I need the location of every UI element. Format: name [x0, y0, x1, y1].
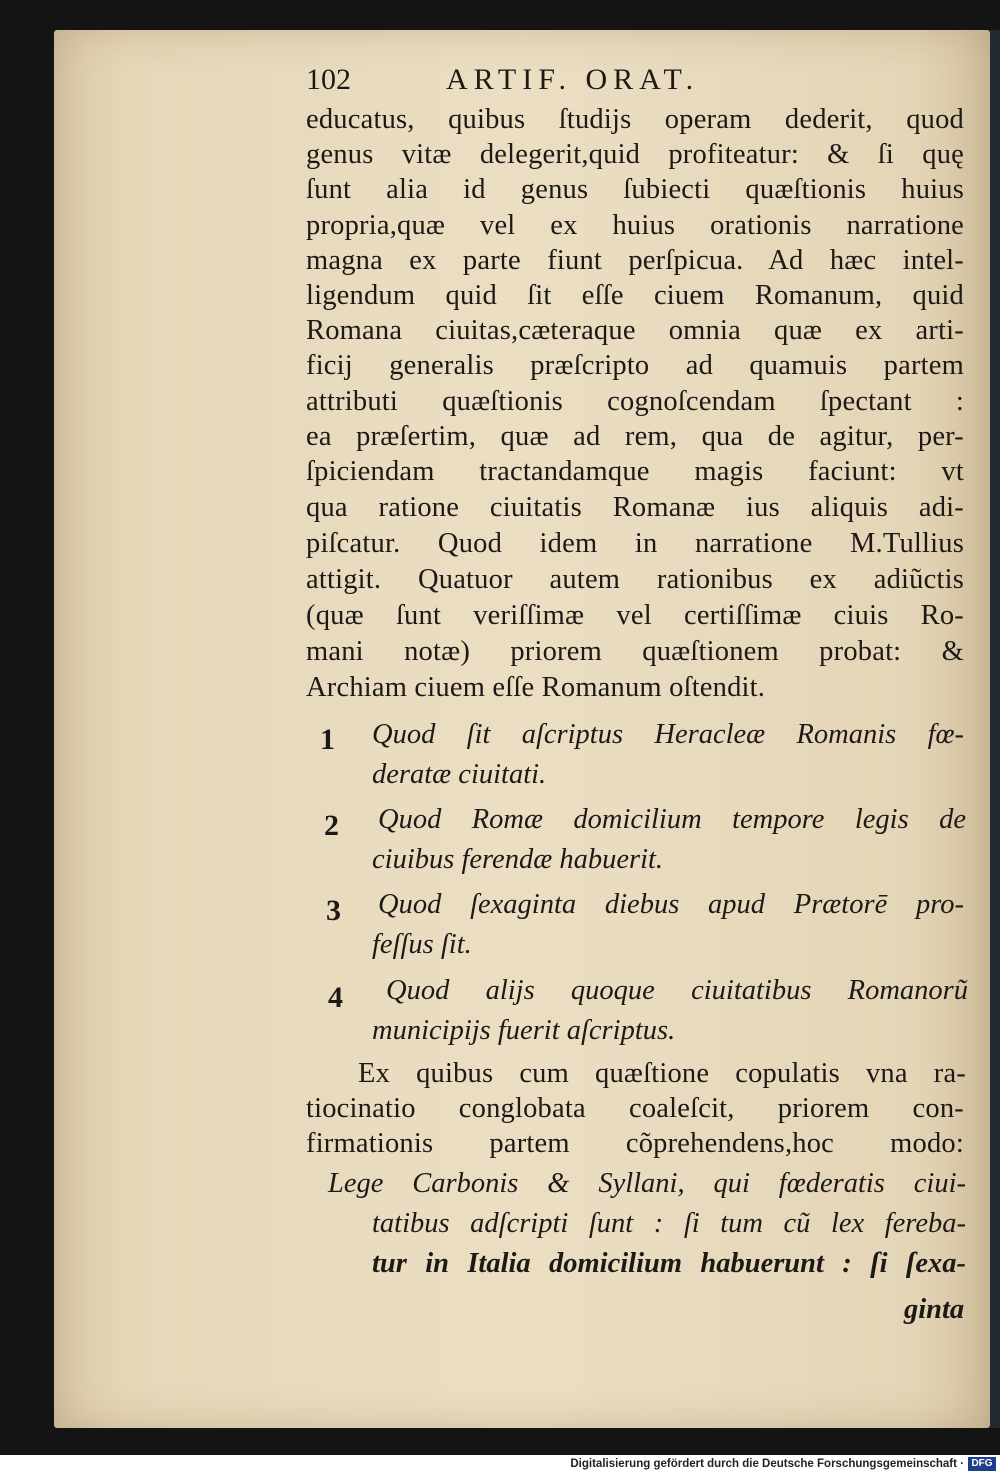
italic-line: Lege Carbonis & Syllani, qui fœderatis ciui-	[328, 1168, 966, 1199]
item-number: 2	[324, 809, 339, 842]
body-line: attributi quæſtionis cognoſcendam ſpectant :	[306, 386, 964, 417]
numbered-item-line: feſſus ſit.	[372, 929, 472, 960]
page-number: 102	[306, 63, 351, 96]
adjacent-page-edge	[990, 30, 1000, 1428]
funding-credit: Digitalisierung gefördert durch die Deutsche Forschungsgemeinschaft ·	[570, 1458, 964, 1470]
body-line: Romana ciuitas,cæteraque omnia quæ ex arti-	[306, 315, 964, 346]
footer-bar	[0, 1455, 1000, 1475]
body-line: ſpiciendam tractandamque magis faciunt: vt	[306, 456, 964, 487]
item-number: 1	[320, 723, 335, 756]
item-number: 3	[326, 894, 341, 927]
numbered-item-line: Quod ſit aſcriptus Heracleæ Romanis fœ-	[372, 719, 964, 750]
catchword: ginta	[904, 1294, 965, 1325]
body-line: ligendum quid ſit eſſe ciuem Romanum, quid	[306, 280, 964, 311]
running-head-title: ARTIF. ORAT.	[446, 63, 700, 96]
numbered-item-line: municipijs fuerit aſcriptus.	[372, 1015, 676, 1046]
numbered-item-line: Quod alijs quoque ciuitatibus Romanorũ	[386, 975, 968, 1006]
body-line: ſunt alia id genus ſubiecti quæſtionis huius	[306, 174, 964, 205]
italic-line: tur in Italia domicilium habuerunt : ſi ſexa-	[372, 1248, 966, 1279]
body-line: Archiam ciuem eſſe Romanum oſtendit.	[306, 672, 766, 703]
body-line: educatus, quibus ſtudijs operam dederit, quod	[306, 104, 964, 135]
body-line: attigit. Quatuor autem rationibus ex adiũctis	[306, 564, 964, 595]
numbered-item-line: Quod Romæ domicilium tempore legis de	[378, 804, 966, 835]
numbered-item-line: ciuibus ferendæ habuerit.	[372, 844, 664, 875]
numbered-item-line: Quod ſexaginta diebus apud Prætorē pro-	[378, 889, 964, 920]
body-line: qua ratione ciuitatis Romanæ ius aliquis adi-	[306, 492, 964, 523]
body-line: piſcatur. Quod idem in narratione M.Tullius	[306, 528, 964, 559]
body-line: (quæ ſunt veriſſimæ vel certiſſimæ ciuis Ro-	[306, 600, 964, 631]
body-line: genus vitæ delegerit,quid profiteatur: & ſi quę	[306, 139, 964, 170]
body-line: Ex quibus cum quæſtione copulatis vna ra-	[358, 1058, 966, 1089]
dfg-logo: DFG	[968, 1457, 996, 1471]
body-line: magna ex parte fiunt perſpicua. Ad hæc intel-	[306, 245, 964, 276]
italic-line: tatibus adſcripti ſunt : ſi tum cũ lex fereba-	[372, 1208, 966, 1239]
numbered-item-line: deratæ ciuitati.	[372, 759, 547, 790]
item-number: 4	[328, 981, 343, 1014]
body-line: mani notæ) priorem quæſtionem probat: &	[306, 636, 964, 667]
body-line: ea præſertim, quæ ad rem, qua de agitur, per-	[306, 421, 964, 452]
body-line: tiocinatio conglobata coaleſcit, priorem con-	[306, 1093, 964, 1124]
body-line: firmationis partem cõprehendens,hoc modo:	[306, 1128, 964, 1159]
body-line: propria,quæ vel ex huius orationis narratione	[306, 210, 964, 241]
body-line: ficij generalis præſcripto ad quamuis partem	[306, 350, 964, 381]
